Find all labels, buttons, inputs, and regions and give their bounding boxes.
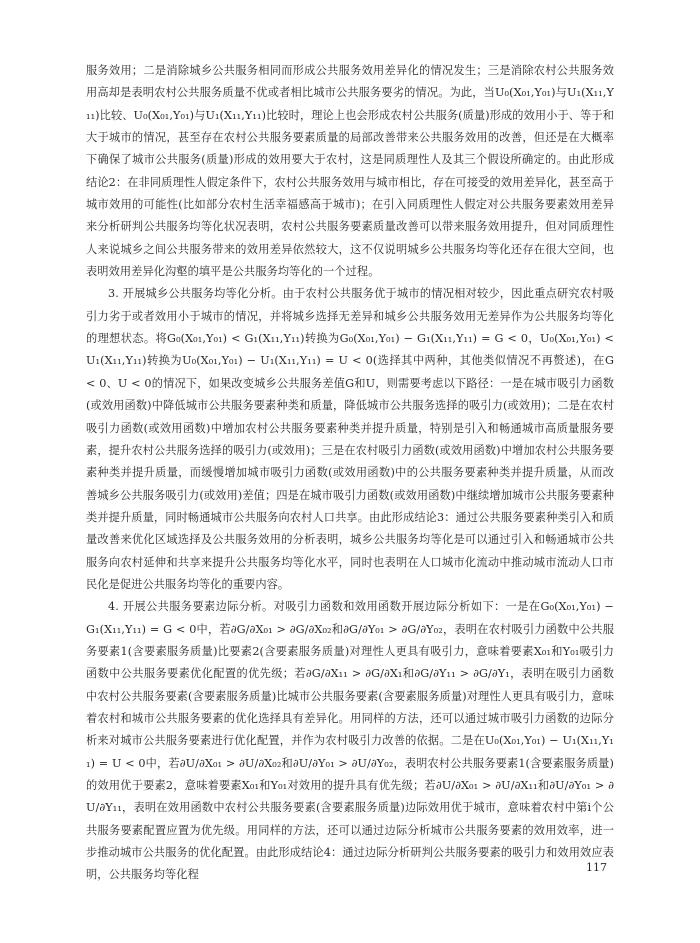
paragraph-continuation: 服务效用；二是消除城乡公共服务相同而形成公共服务效用差异化的情况发生；三是消除农村公共服务效用高却是表明农村公共服务质量不优或者相比城市公共服务要劣的情况。为此，当U₀(X₀₁,Y₀₁)与U₁(X₁₁,Y₁₁)比较、U₀(X₀₁,Y₀₁)与U₁(X₁₁,Y₁₁)比较时，理论上也会形成农村公共服务(质量)形成的效用小于、等于和大于城市的情况，甚至存在农村公共服务要素质量的局部改善带来公共服务效用的改善，但还是在大概率下确保了城市公共服务(质量)形成的效用要大于农村，这是同质理性人及其三个假设所确定的。由此形成结论2：在非同质理性人假定条件下，农村公共服务效用与城市相比，存在可接受的效用差异化，甚至高于城市效用的可能性(比如部分农村生活幸福感高于城市)；在引入同质理性人假定对公共服务要素效用差异来分析研判公共服务均等化状况表明，农村公共服务要素质量改善可以带来服务效用提升，但对同质理性人来说城乡之间公共服务带来的效用差异依然较大，这不仅说明城乡公共服务均等化还存在很大空间，也表明效用差异化沟壑的填平是公共服务均等化的一个过程。 (86, 64, 614, 279)
paragraph-section-4: 4. 开展公共服务要素边际分析。对吸引力函数和效用函数开展边际分析如下：一是在G₀(X₀₁,Y₀₁) − G₁(X₁₁,Y₁₁) = G < 0中，若∂G/∂X₀₁ > ∂G/∂X₀₂和∂G/∂Y₀₁ > ∂G/∂Y₀₂，表明在农村吸引力函数中公共服务要素1(含要素服务质量)比要素2(含要素服务质量)对理性人更具有吸引力，意味着要素X₀₁和Y₀₁吸引力函数中公共服务要素优化配置的优先级；若∂G/∂X₁₁ > ∂G/∂X₁和∂G/∂Y₁₁ > ∂G/∂Y₁，表明在吸引力函数中农村公共服务要素(含要素服务质量)比城市公共服务要素(含要素服务质量)对理性人更具有吸引力，意味着农村和城市公共服务要素的优化选择具有差异化。用同样的方法，还可以通过城市吸引力函数的边际分析来对城市公共服务要素进行优化配置，并作为农村吸引力改善的依据。二是在U₀(X₀₁,Y₀₁) − U₁(X₁₁,Y₁₁) = U < 0中，若∂U/∂X₀₁ > ∂U/∂X₀₂和∂U/∂Y₀₁ > ∂U/∂Y₀₂，表明农村公共服务要素1(含要素服务质量)的效用优于要素2，意味着要素X₀₁和Y₀₁对效用的提升具有优先级；若∂U/∂X₀₁ > ∂U/∂X₁₁和∂U/∂Y₀₁ > ∂U/∂Y₁₁，表明在效用函数中农村公共服务要素(含要素服务质量)边际效用优于城市，意味着农村中第i个公共服务要素配置应置为优先级。用同样的方法，还可以通过边际分析城市公共服务要素的效用效率，进一步推动城市公共服务的优化配置。由此形成结论4：通过边际分析研判公共服务要素的吸引力和效用效应表明，公共服务均等化程 (86, 600, 614, 882)
paragraph-section-3: 3. 开展城乡公共服务均等化分析。由于农村公共服务优于城市的情况相对较少，因此重点研究农村吸引力劣于或者效用小于城市的情况，并将城乡选择无差异和城乡公共服务效用无差异作为公共服务均等化的理想状态。将G₀(X₀₁,Y₀₁) < G₁(X₁₁,Y₁₁)转换为G₀(X₀₁,Y₀₁) − G₁(X₁₁,Y₁₁) = G < 0，U₀(X₀₁,Y₀₁) < U₁(X₁₁,Y₁₁)转换为U₀(X₀₁,Y₀₁) − U₁(X₁₁,Y₁₁) = U < 0(选择其中两种，其他类似情况不再赘述)，在G < 0、U < 0的情况下，如果改变城乡公共服务差值G和U，则需要考虑以下路径：一是在城市吸引力函数(或效用函数)中降低城市公共服务要素种类和质量，降低城市公共服务选择的吸引力(或效用)；二是在农村吸引力函数(或效用函数)中增加农村公共服务要素种类并提升质量，特别是引入和畅通城市高质量服务要素，提升农村公共服务选择的吸引力(或效用)；三是在农村吸引力函数(或效用函数)中增加农村公共服务要素种类并提升质量，而缓慢增加城市吸引力函数(或效用函数)中的公共服务要素种类并提升质量，从而改善城乡公共服务吸引力(或效用)差值；四是在城市吸引力函数(或效用函数)中继续增加城市公共服务要素种类并提升质量，同时畅通城市公共服务向农村人口共享。由此形成结论3：通过公共服务要素种类引入和质量改善来优化区域选择及公共服务效用的分析表明，城乡公共服务均等化是可以通过引入和畅通城市公共服务向农村延伸和共享来提升公共服务均等化水平，同时也表明在人口城市化流动中推动城市流动人口市民化是促进公共服务均等化的重要内容。 (86, 287, 614, 591)
article-body (86, 60, 614, 887)
page-number: 117 (586, 861, 607, 874)
